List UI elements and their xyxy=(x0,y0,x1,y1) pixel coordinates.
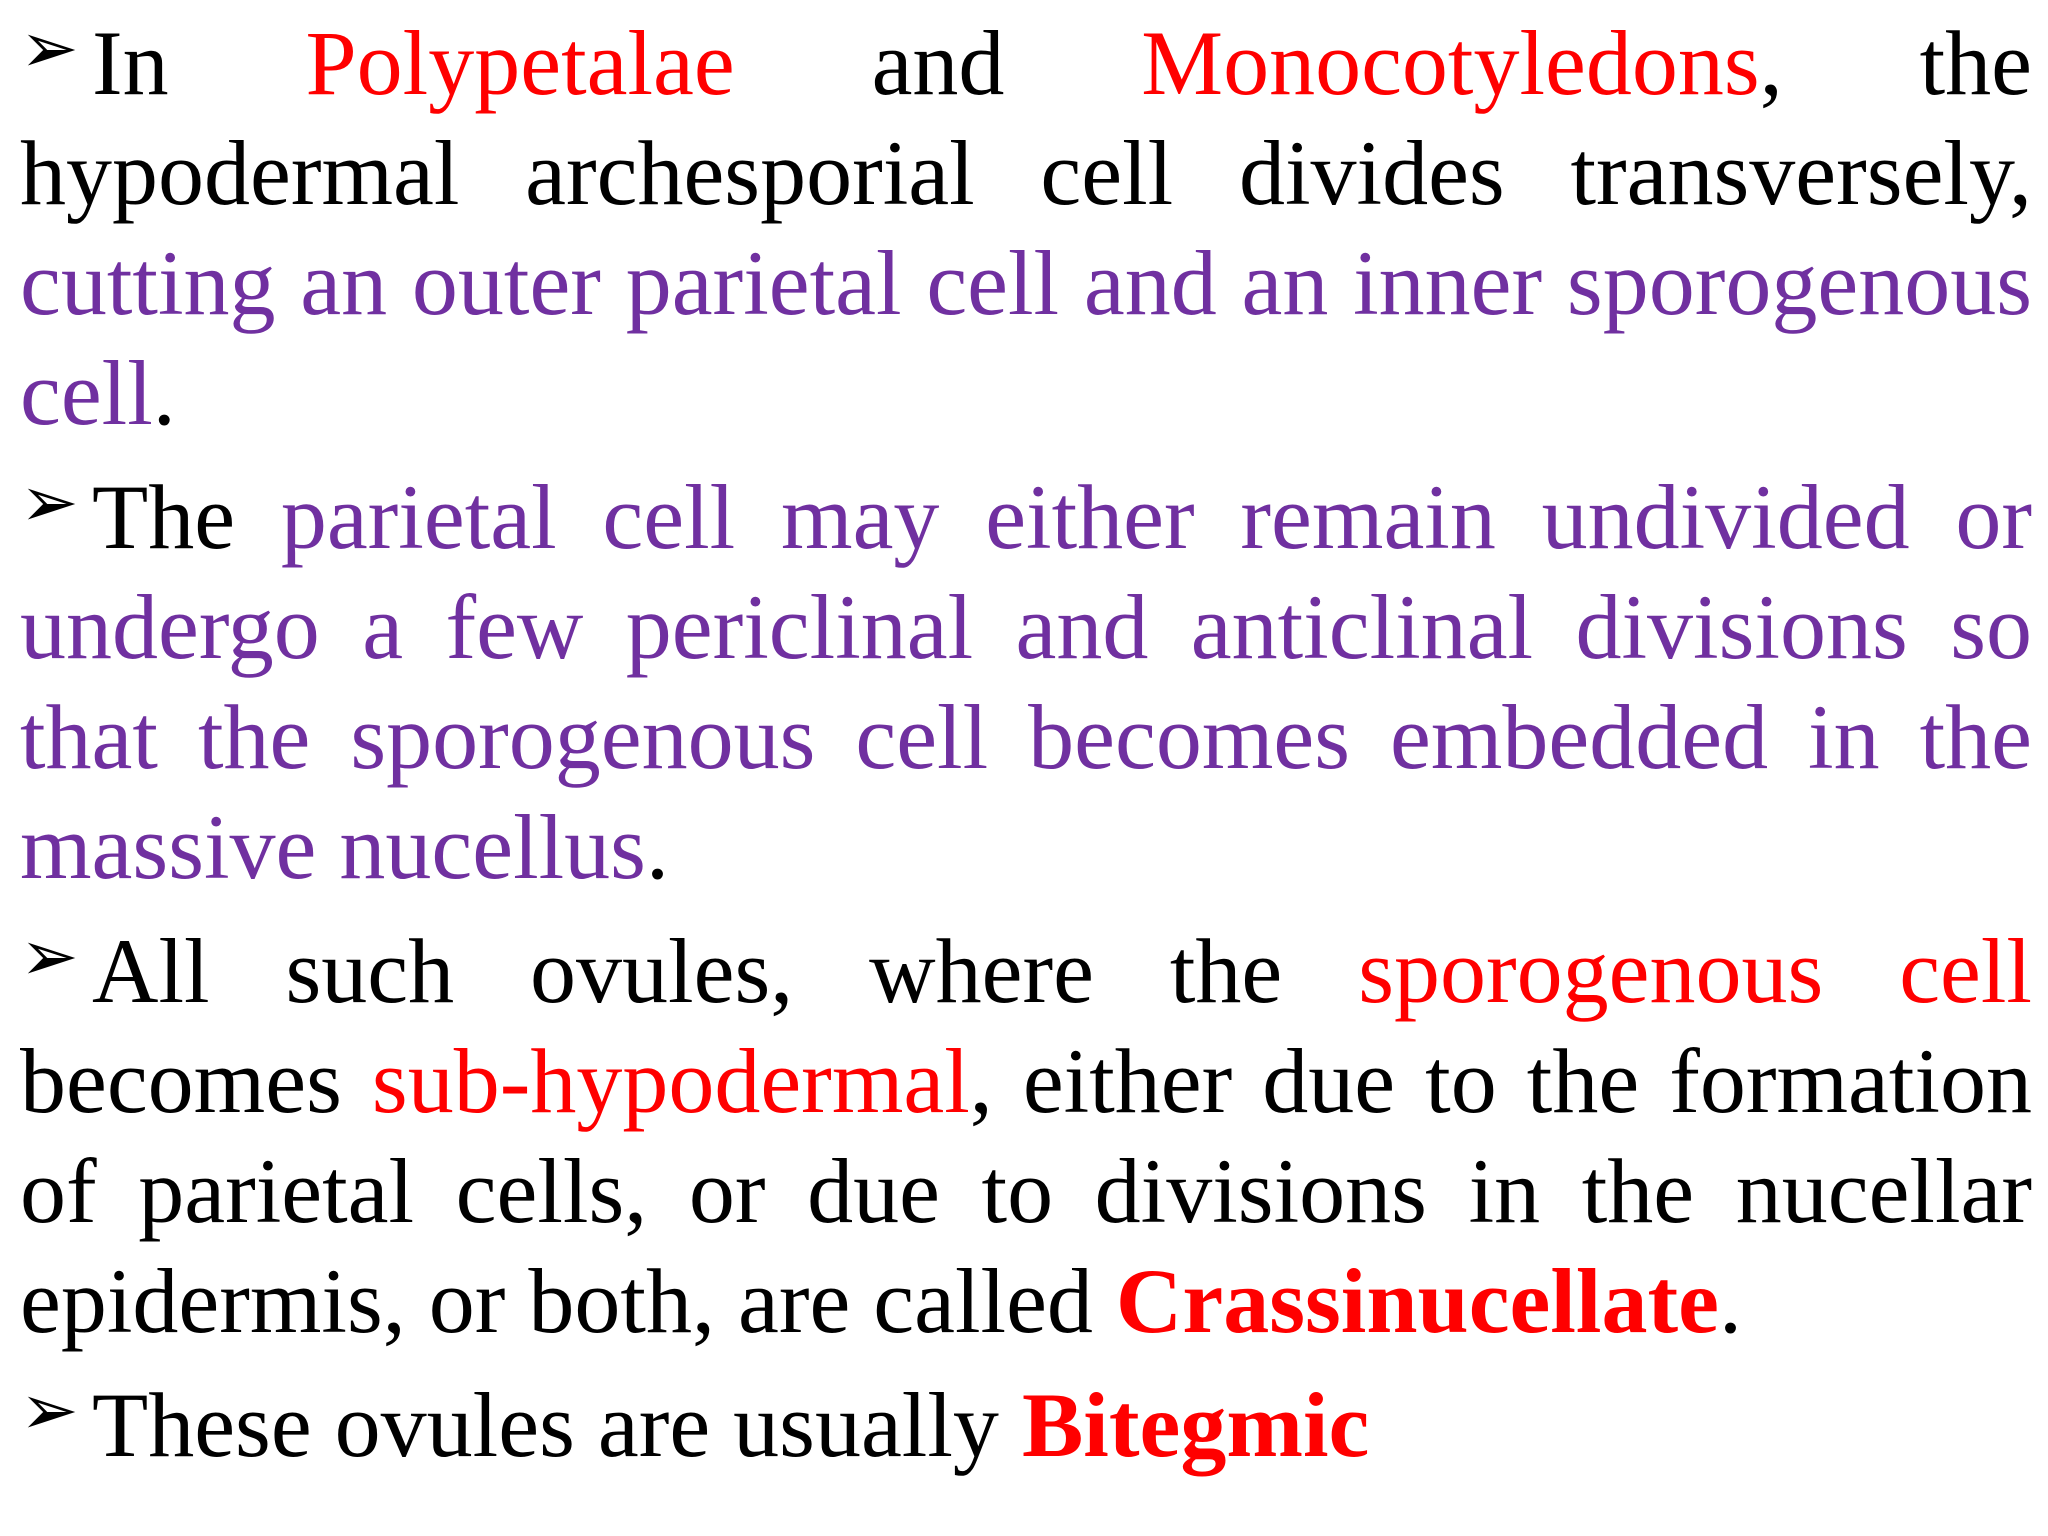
text-segment: In xyxy=(92,12,306,114)
text-segment: The xyxy=(92,466,281,568)
term-monocotyledons: Monocotyledons xyxy=(1141,12,1760,114)
text-segment: These ovules are usually xyxy=(92,1374,1022,1476)
arrow-bullet-icon: ➢ xyxy=(20,1369,79,1451)
highlight-parietal-divisions: parietal cell may either remain undivided or undergo a few periclinal and anticlinal divisions so that the sporogenous cell becomes embedded in the massive nucellus xyxy=(20,466,2033,898)
text-segment: , either due to the formation of parietal cells, or due to divisions in the nucellar epidermis, or both, are called xyxy=(20,1030,2032,1352)
arrow-bullet-icon: ➢ xyxy=(20,915,79,997)
term-sub-hypodermal: sub-hypodermal xyxy=(371,1030,970,1132)
text-segment: . xyxy=(152,342,176,444)
highlight-parietal-sporogenous: cutting an outer parietal cell and an inner sporogenous cell xyxy=(20,232,2032,444)
text-segment: . xyxy=(1718,1250,1742,1352)
bullet-polypetalae xyxy=(20,8,2032,448)
bullet-crassinucellate xyxy=(20,916,2032,1356)
term-polypetalae: Polypetalae xyxy=(305,12,735,114)
text-segment: . xyxy=(646,796,669,898)
term-bitegmic: Bitegmic xyxy=(1021,1374,1370,1476)
arrow-bullet-icon: ➢ xyxy=(20,461,79,543)
term-sporogenous-cell: sporogenous cell xyxy=(1358,920,2032,1022)
slide-body xyxy=(20,8,2032,1494)
text-segment: and xyxy=(734,12,1142,114)
text-segment: , the hypodermal archesporial cell divides transversely, xyxy=(20,12,2032,224)
arrow-bullet-icon: ➢ xyxy=(20,7,79,89)
bullet-bitegmic xyxy=(20,1370,2032,1480)
text-segment: All such ovules, where the xyxy=(92,920,1359,1022)
bullet-parietal-cell xyxy=(20,462,2032,902)
text-segment: becomes xyxy=(20,1030,372,1132)
term-crassinucellate: Crassinucellate xyxy=(1115,1250,1719,1352)
